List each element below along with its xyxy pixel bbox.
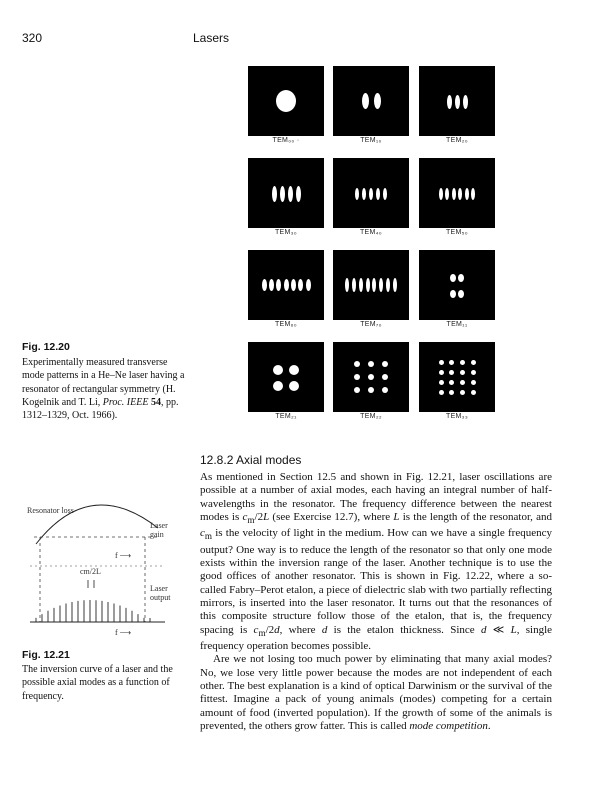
- mode-pattern-image: [248, 158, 324, 228]
- mode-spot: [288, 186, 293, 202]
- mode-spot: [272, 186, 277, 202]
- mode-pattern-image: [333, 158, 409, 228]
- mode-pattern-image: [333, 342, 409, 412]
- mode-spot: [273, 365, 283, 375]
- mode-spot: [439, 370, 444, 375]
- mode-spot: [439, 390, 444, 395]
- mode-spot: [296, 186, 301, 202]
- mode-spot: [450, 290, 456, 298]
- mode-spot: [273, 381, 283, 391]
- mode-spot: [352, 278, 356, 292]
- mode-pattern-image: [419, 342, 495, 412]
- mode-pattern-image: [419, 66, 495, 136]
- mode-spot: [450, 274, 456, 282]
- mode-spot: [372, 278, 376, 292]
- mode-spot: [458, 188, 462, 200]
- mode-spot: [354, 374, 360, 380]
- mode-spot: [376, 188, 380, 200]
- mode-label: TEM₄₀: [359, 229, 383, 236]
- mode-spot: [460, 380, 465, 385]
- mode-spot: [382, 387, 388, 393]
- mode-label: TEM₇₀: [360, 321, 382, 328]
- mode-spot: [280, 186, 285, 202]
- mode-spot: [452, 188, 456, 200]
- mode-spot: [298, 279, 303, 291]
- body-paragraph: Are we not losing too much power by eliminating that many axial modes? No, we lose very little power because the modes are not independent of each other. The best explanation is a kind of optical Darwinism or the survival of the fittest. Imagine a pack of young animals (modes) competing for a certain amount of food (inverted population). If the growth of some of the animals is prevented, the others grow fatter. This is called mode competition.: [200, 653, 552, 732]
- mode-spot: [276, 279, 281, 291]
- mode-spot: [362, 188, 366, 200]
- mode-pattern-image: [248, 66, 324, 136]
- mode-spot: [460, 370, 465, 375]
- mode-label: TEM₂₀: [446, 137, 468, 144]
- mode-spot: [471, 188, 475, 200]
- mode-spot: [439, 360, 444, 365]
- mode-spot: [393, 278, 397, 292]
- mode-pattern-image: [248, 342, 324, 412]
- mode-spot: [382, 374, 388, 380]
- mode-spot: [368, 361, 374, 367]
- mode-spot: [289, 381, 299, 391]
- mode-spot: [369, 188, 373, 200]
- page-number: 320: [22, 31, 43, 45]
- mode-label: TEM₁₀: [360, 137, 382, 144]
- mode-label: TEM₁₁: [446, 321, 468, 328]
- mode-spot: [354, 387, 360, 393]
- mode-spot: [366, 278, 370, 292]
- mode-spot: [449, 390, 454, 395]
- resonator-loss-label: Resonator loss: [27, 506, 74, 515]
- mode-spot: [306, 279, 311, 291]
- mode-pattern-image: [248, 250, 324, 320]
- mode-spot: [445, 188, 449, 200]
- mode-spot: [449, 380, 454, 385]
- mode-label: TEM₆₀: [274, 321, 297, 328]
- mode-spot: [439, 188, 443, 200]
- mode-spot: [460, 390, 465, 395]
- mode-spot: [471, 360, 476, 365]
- mode-label: TEM₀₀ ·: [272, 137, 300, 144]
- mode-spot: [460, 360, 465, 365]
- mode-spot: [291, 279, 296, 291]
- section-heading: 12.8.2 Axial modes: [200, 453, 302, 467]
- mode-label: TEM₃₃: [446, 413, 468, 420]
- mode-spot: [465, 188, 469, 200]
- laser-gain-label-1: Laser: [150, 521, 168, 530]
- mode-label: TEM₂₂: [360, 413, 382, 420]
- mode-spot: [362, 93, 369, 109]
- mode-spot: [449, 370, 454, 375]
- mode-spot: [458, 290, 464, 298]
- figure-12-20-caption: Experimentally measured transverse mode patterns in a He–Ne laser having a resonator of rectangular symmetry (H. Kogelnik and T. Li, Proc. IEEE 54, pp. 1312–1329, Oct. 1966).: [22, 357, 185, 422]
- body-paragraph: As mentioned in Section 12.5 and shown in Fig. 12.21, laser oscillations are possible at a number of axial modes, each having an integral number of half-wavelengths in the resonator. The frequency difference between the nearest modes is $c_m/2L$ (see Exercise 12.7), where L is the length of the resonator, and $c_m$ is the velocity of light in the medium. How can we have a single frequency output? One way is to reduce the length of the resonator so that only one mode exists within the inversion range of the laser. Another technique is to use the good offices of another resonator. This is shown in Fig. 12.22, where a so-called Fabry–Perot etalon, a piece of dielectric slab with two partially reflecting mirrors, is inserted into the laser resonator. It turns out that the resonances of this composite structure follow those of the etalon, that is, the frequency spacing is $c_m/2d$, where d is the etalon thickness. Since d ≪ L, single frequency operation becomes possible.: [200, 471, 553, 653]
- figure-12-21-title: Fig. 12.21: [22, 649, 70, 661]
- mode-spot: [284, 279, 289, 291]
- mode-pattern-image: [333, 66, 409, 136]
- mode-spot: [455, 95, 460, 109]
- mode-spot: [345, 278, 349, 292]
- mode-spot: [379, 278, 383, 292]
- mode-spot: [383, 188, 387, 200]
- mode-spot: [368, 374, 374, 380]
- mode-spacing-label: cm/2L: [80, 567, 101, 576]
- mode-spot: [276, 90, 296, 112]
- axial-mode-bars: [36, 600, 150, 622]
- mode-label: TEM₅₀: [445, 229, 468, 236]
- mode-spot: [463, 95, 468, 109]
- figure-12-21-caption: The inversion curve of a laser and the possible axial modes as a function of frequency.: [22, 664, 173, 702]
- frequency-label-output: f ⟶: [115, 628, 132, 637]
- mode-spot: [354, 361, 360, 367]
- mode-spot: [458, 274, 464, 282]
- laser-gain-label-2: gain: [150, 530, 164, 539]
- mode-spot: [471, 380, 476, 385]
- mode-spot: [368, 387, 374, 393]
- mode-label: TEM₃₀: [274, 229, 298, 236]
- mode-spot: [359, 278, 363, 292]
- mode-pattern-image: [419, 250, 495, 320]
- laser-output-label-2: output: [150, 593, 171, 602]
- mode-spot: [262, 279, 267, 291]
- mode-label: TEM₂₁: [275, 413, 297, 420]
- mode-spot: [449, 360, 454, 365]
- running-title: Lasers: [193, 31, 230, 45]
- mode-spot: [386, 278, 390, 292]
- mode-spot: [447, 95, 452, 109]
- mode-spot: [355, 188, 359, 200]
- body-text: [200, 471, 552, 733]
- figure-12-20-title: Fig. 12.20: [22, 341, 70, 353]
- mode-spot: [289, 365, 299, 375]
- mode-spot: [374, 93, 381, 109]
- frequency-label-gain: f ⟶: [115, 551, 132, 560]
- mode-spot: [471, 390, 476, 395]
- mode-spot: [471, 370, 476, 375]
- mode-pattern-image: [333, 250, 409, 320]
- laser-output-label-1: Laser: [150, 584, 168, 593]
- mode-spot: [439, 380, 444, 385]
- mode-spot: [382, 361, 388, 367]
- mode-pattern-image: [419, 158, 495, 228]
- mode-spot: [269, 279, 274, 291]
